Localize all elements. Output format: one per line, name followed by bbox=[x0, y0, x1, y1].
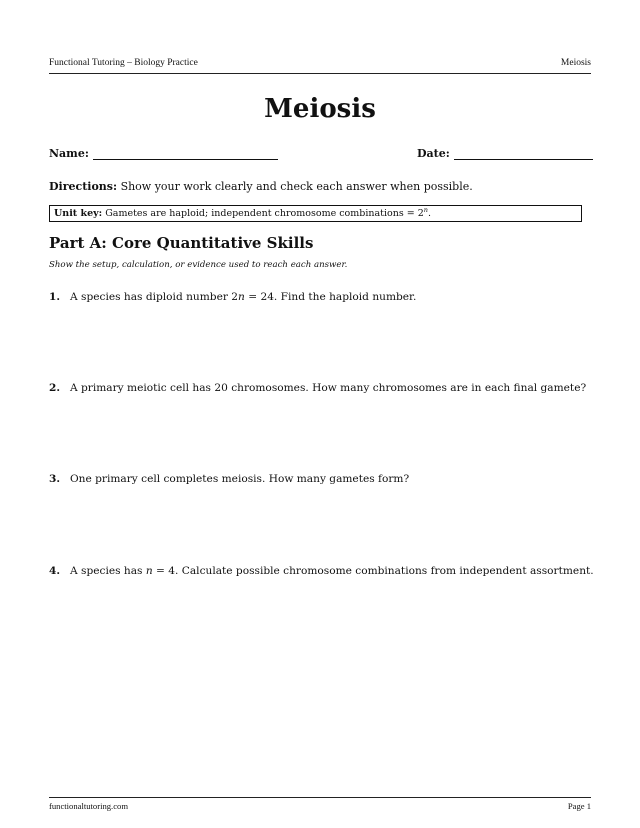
unit-key-label: Unit key: bbox=[54, 208, 103, 219]
page-title: Meiosis bbox=[264, 94, 376, 124]
unit-key-exponent: n bbox=[423, 206, 428, 214]
question-text-pre: A species has bbox=[70, 565, 146, 577]
unit-key-text: Gametes are haploid; independent chromosome combinations = 2 bbox=[105, 208, 424, 219]
question-text-pre: A species has diploid number 2 bbox=[70, 291, 239, 303]
footer-site: functionaltutoring.com bbox=[49, 801, 128, 811]
running-header bbox=[49, 58, 591, 74]
date-field bbox=[417, 147, 593, 160]
header-topic: Meiosis bbox=[560, 58, 591, 68]
question-text-post: = 24. Find the haploid number. bbox=[244, 291, 417, 303]
header-course: Functional Tutoring – Biology Practice bbox=[49, 58, 198, 68]
question-4 bbox=[49, 565, 594, 577]
question-variable: n bbox=[145, 565, 153, 577]
question-text: One primary cell completes meiosis. How many gametes form? bbox=[70, 473, 410, 485]
date-blank-line[interactable] bbox=[454, 147, 593, 160]
running-footer bbox=[49, 797, 591, 811]
section-title: Part A: Core Quantitative Skills bbox=[49, 234, 314, 252]
date-label: Date: bbox=[417, 147, 450, 160]
name-blank-line[interactable] bbox=[93, 147, 278, 160]
directions-label: Directions: bbox=[49, 180, 118, 193]
question-number: 1. bbox=[49, 291, 61, 303]
question-variable: n bbox=[238, 291, 245, 303]
footer-page-number: Page 1 bbox=[567, 801, 591, 811]
directions bbox=[49, 180, 473, 193]
question-number: 2. bbox=[49, 382, 61, 394]
question-2 bbox=[49, 382, 586, 394]
question-1 bbox=[49, 291, 416, 303]
unit-key-box bbox=[49, 205, 582, 222]
section-subtitle: Show the setup, calculation, or evidence used to reach each answer. bbox=[49, 260, 348, 270]
question-number: 4. bbox=[49, 565, 61, 577]
question-text-post: = 4. Calculate possible chromosome combinations from independent assortment. bbox=[152, 565, 594, 577]
unit-key-end: . bbox=[427, 208, 432, 219]
directions-text: Show your work clearly and check each answer when possible. bbox=[120, 180, 473, 193]
name-field bbox=[49, 147, 278, 160]
name-label: Name: bbox=[49, 147, 89, 160]
question-3 bbox=[49, 473, 409, 485]
question-text: A primary meiotic cell has 20 chromosomes. How many chromosomes are in each final gamete? bbox=[70, 382, 587, 394]
question-number: 3. bbox=[49, 473, 61, 485]
